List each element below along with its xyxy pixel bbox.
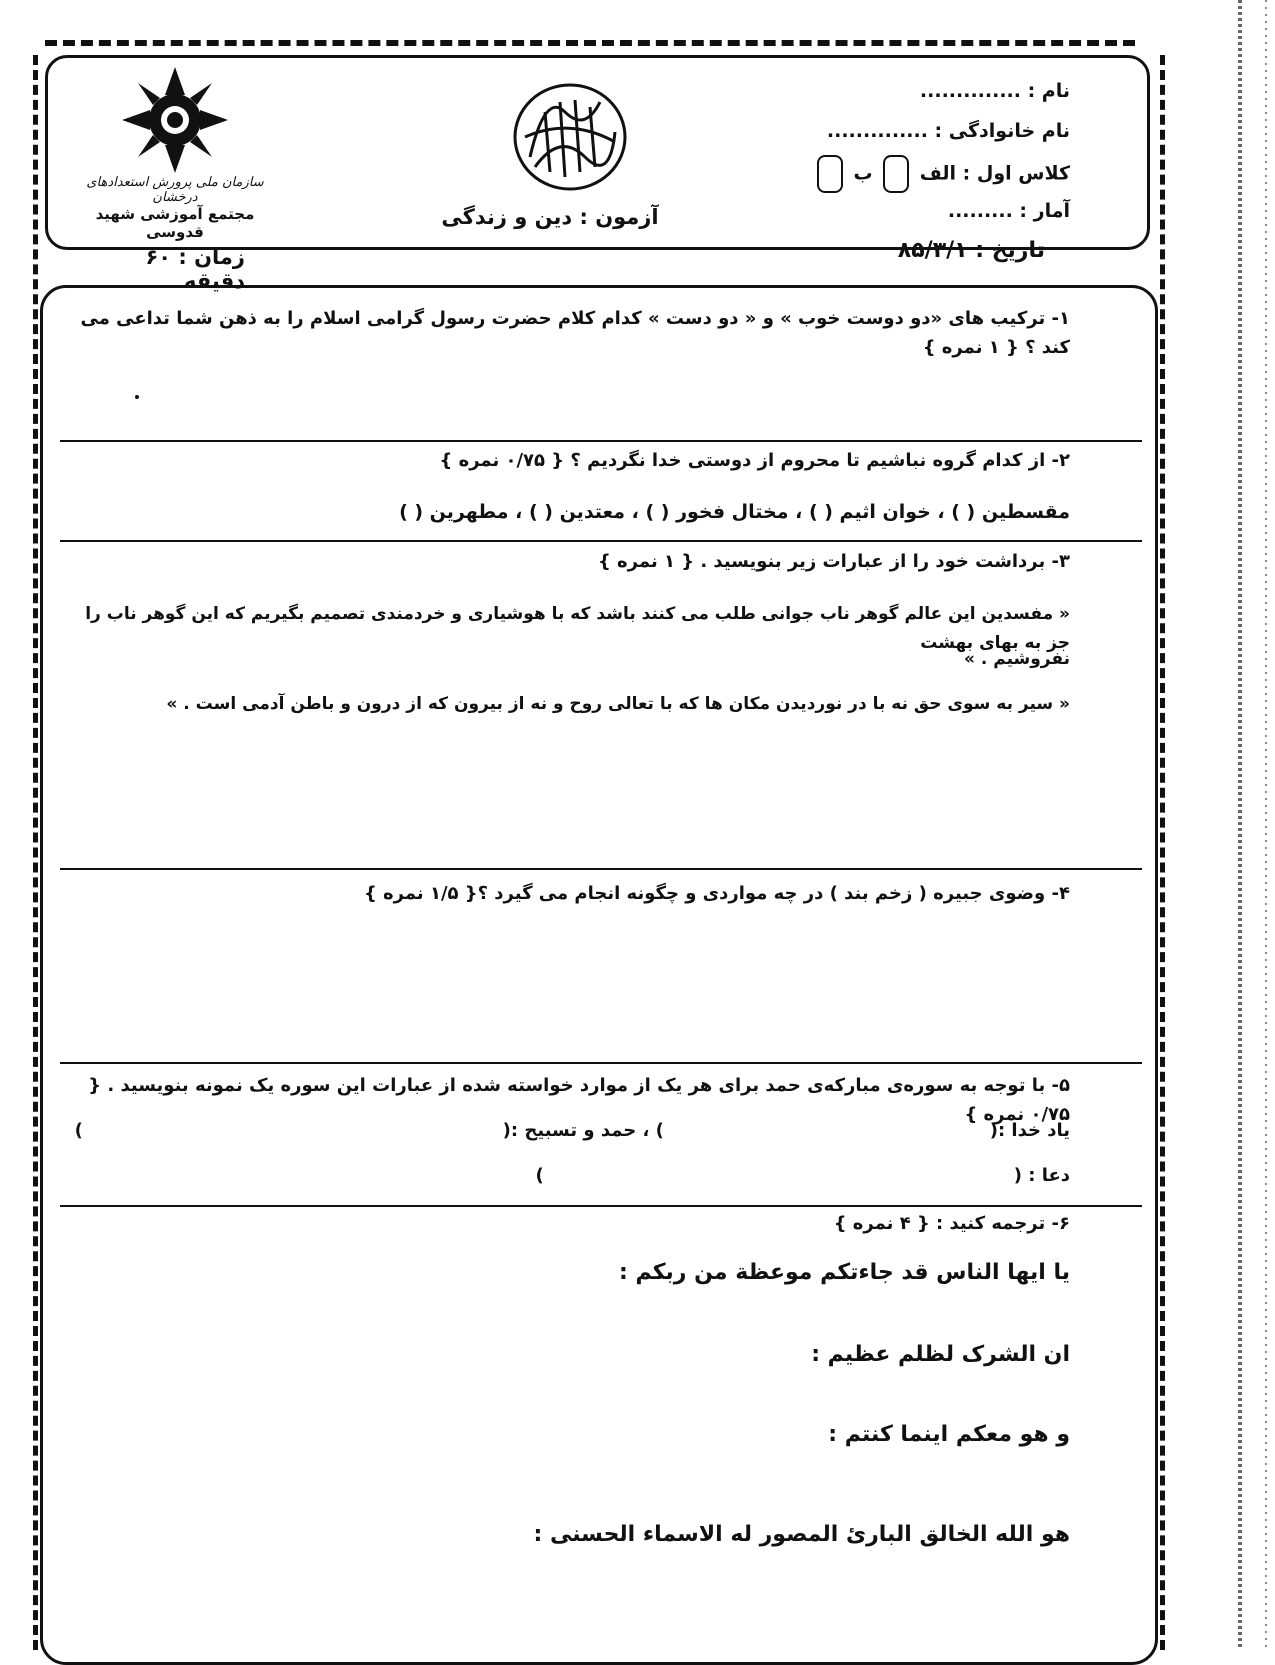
top-dashed-border — [45, 40, 1135, 46]
amar-field[interactable]: آمار : ......... — [947, 200, 1070, 222]
question-6-verse-d: هو الله الخالق البارئ المصور له الاسماء الحسنی : — [533, 1522, 1070, 1547]
separator-5 — [60, 1205, 1142, 1207]
student-name-field[interactable]: نام : .............. — [919, 80, 1070, 102]
org-name-line2: مجتمع آموزشی شهید قدوسی — [95, 205, 255, 241]
scan-edge-2 — [1265, 0, 1267, 1650]
org-name-line1: سازمان ملی پرورش استعدادهای درخشان — [86, 175, 264, 205]
exam-duration: زمان : ۶۰ دقیقه — [145, 245, 245, 293]
question-3: ۳- برداشت خود را از عبارات زیر بنویسید . { ۱ نمره } — [597, 551, 1070, 572]
class-label: کلاس اول : الف — [919, 162, 1070, 185]
question-2-options[interactable]: مقسطین ( ) ، خوان اثیم ( ) ، مختال فخور ( ) ، معتدین ( ) ، مطهرین ( ) — [399, 501, 1070, 523]
separator-4 — [60, 1062, 1142, 1064]
class-b-checkbox[interactable] — [817, 155, 843, 193]
separator-3 — [60, 868, 1142, 870]
scan-edge — [1238, 0, 1242, 1650]
question-6-verse-b: ان الشرک لظلم عظیم : — [811, 1342, 1070, 1367]
question-5: ۵- با توجه به سوره‌ی مبارکه‌ی حمد برای هر یک از موارد خواسته شده از عبارات این سوره یک نمونه بنویسید . { ۰/۷۵ نمره } — [88, 1075, 1070, 1125]
question-4: ۴- وضوی جبیره ( زخم بند ) در چه مواردی و چگونه انجام می گیرد ؟{ ۱/۵ نمره } — [363, 883, 1070, 904]
organization-emblem-icon — [120, 65, 230, 175]
class-selector — [820, 155, 1070, 193]
student-family-field[interactable]: نام خانوادگی : .............. — [826, 120, 1070, 142]
question-1: ۱- ترکیب های «دو دوست خوب » و « دو دست » کدام کلام حضرت رسول گرامی اسلام را به ذهن شما تداعی می کند ؟ { ۱ نمره } — [80, 308, 1070, 358]
question-3-quote-1: « مفسدین این عالم گوهر ناب جوانی طلب می کنند باشد که با هوشیاری و خردمندی تصمیم بگیریم که این گوهر ناب را جز به بهای بهشت — [85, 604, 1070, 653]
stray-dot — [135, 395, 139, 399]
bismillah-calligraphy-icon — [505, 72, 635, 202]
question-6-verse-a: یا ایها الناس قد جاءتکم موعظة من ربکم : — [619, 1260, 1070, 1285]
question-2: ۲- از کدام گروه نباشیم تا محروم از دوستی خدا نگردیم ؟ { ۰/۷۵ نمره } — [439, 450, 1070, 471]
exam-title: آزمون : دین و زندگی — [441, 205, 659, 229]
left-dashed-border — [33, 55, 38, 1650]
question-3-quote-1-continued: نفروشیم . » — [963, 649, 1070, 669]
question-6-verse-c: و هو معکم اینما کنتم : — [828, 1422, 1070, 1447]
exam-date: تاریخ : ۸۵/۳/۱ — [897, 238, 1045, 263]
right-dashed-border — [1160, 55, 1165, 1650]
class-a-checkbox[interactable] — [883, 155, 909, 193]
question-3-quote-2: « سیر به سوی حق نه با در نوردیدن مکان ها که با تعالی روح و نه از بیرون که از درون و باطن آدمی است . » — [166, 694, 1070, 714]
question-6: ۶- ترجمه کنید : { ۴ نمره } — [833, 1213, 1070, 1234]
class-b-label: ب — [853, 162, 873, 185]
questions-box — [40, 285, 1158, 1665]
separator-2 — [60, 540, 1142, 542]
separator-1 — [60, 440, 1142, 442]
question-5-line-1[interactable]: یاد خدا :( ) ، حمد و تسبیح :( ) — [74, 1120, 1070, 1141]
question-5-line-2[interactable]: دعا : ( ) — [535, 1165, 1070, 1186]
